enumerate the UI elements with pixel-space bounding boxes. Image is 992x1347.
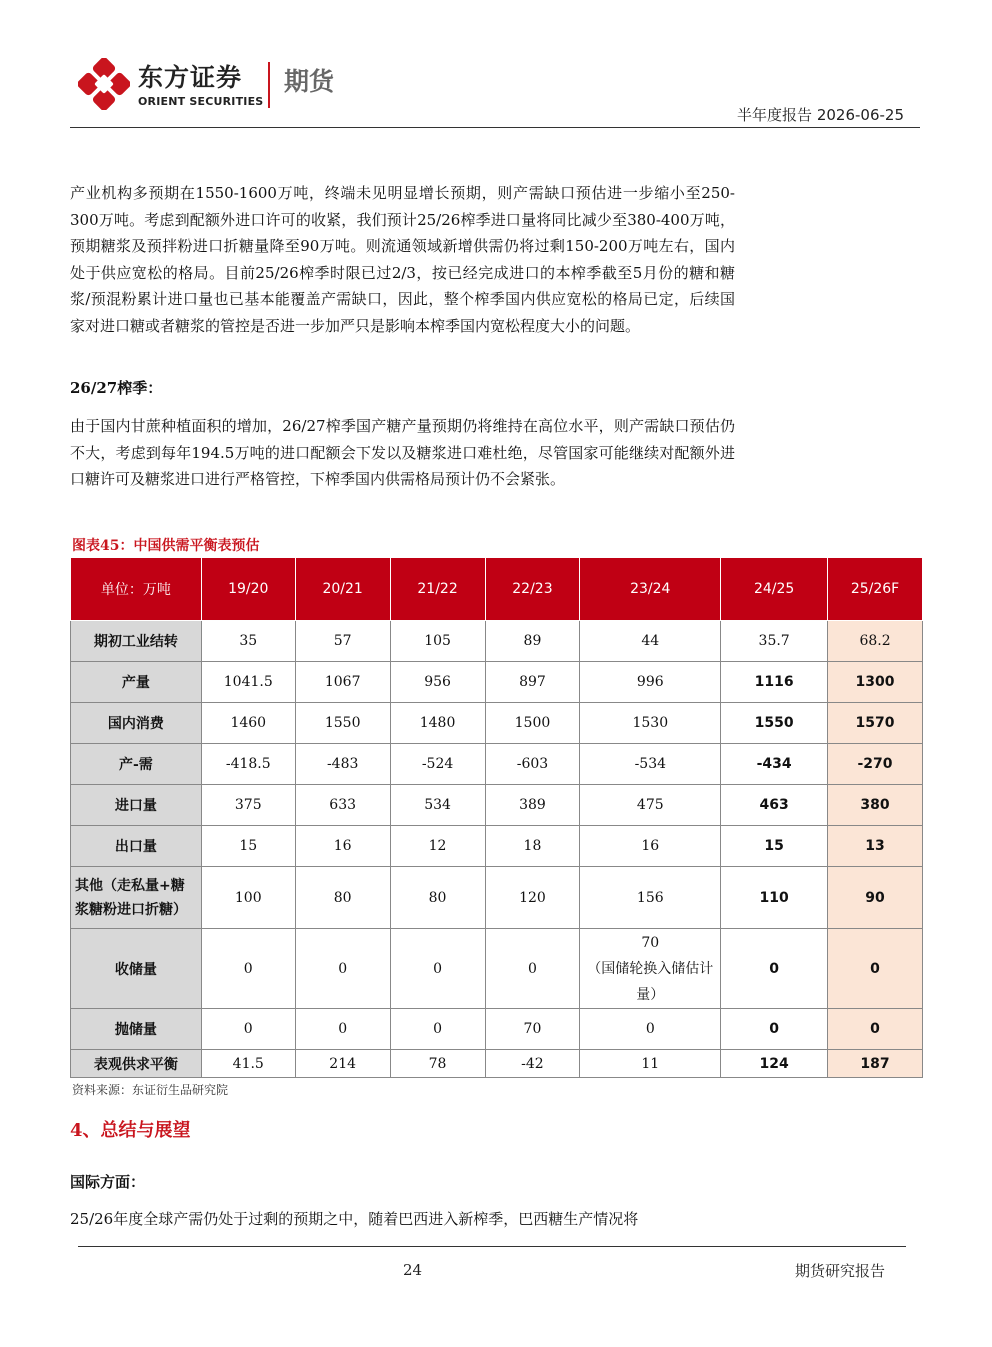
- table-cell: 0: [485, 929, 580, 1009]
- table-cell: 1041.5: [201, 662, 295, 703]
- supply-demand-table: [70, 557, 923, 1078]
- table-cell: 0: [828, 1009, 923, 1050]
- table-cell: 156: [580, 867, 721, 929]
- table-cell: 35: [201, 621, 295, 662]
- table-cell: 89: [485, 621, 580, 662]
- table-row-label: 产-需: [71, 744, 202, 785]
- table-header-cell: 25/26F: [828, 558, 923, 621]
- table-row: [71, 662, 923, 703]
- table-header-cell: 单位：万吨: [71, 558, 202, 621]
- table-cell: 1300: [828, 662, 923, 703]
- table-cell: 57: [295, 621, 390, 662]
- table-cell: 1550: [295, 703, 390, 744]
- table-cell: -524: [390, 744, 485, 785]
- paragraph-international: 25/26年度全球产需仍处于过剩的预期之中，随着巴西进入新榨季，巴西糖生产情况将: [70, 1210, 639, 1228]
- table-cell: 90: [828, 867, 923, 929]
- table-cell: -418.5: [201, 744, 295, 785]
- footer-label: 期货研究报告: [794, 1262, 885, 1280]
- page-number: 24: [403, 1261, 423, 1279]
- table-cell: 16: [580, 826, 721, 867]
- table-cell: 534: [390, 785, 485, 826]
- table-cell: 0: [295, 1009, 390, 1050]
- table-cell: 1480: [390, 703, 485, 744]
- table-cell: 0: [390, 1009, 485, 1050]
- table-cell: 80: [295, 867, 390, 929]
- table-row: [71, 1009, 923, 1050]
- table-row-label: 国内消费: [71, 703, 202, 744]
- table-cell: 463: [721, 785, 828, 826]
- table-header-cell: 22/23: [485, 558, 580, 621]
- table-row: [71, 744, 923, 785]
- table-cell: 44: [580, 621, 721, 662]
- table-cell: 1116: [721, 662, 828, 703]
- header-divider: [70, 127, 920, 128]
- figure-title: 图表45：中国供需平衡表预估: [72, 538, 260, 554]
- table-cell: 375: [201, 785, 295, 826]
- table-row-label: 表观供求平衡: [71, 1050, 202, 1078]
- table-cell: 0: [828, 929, 923, 1009]
- table-cell: 1067: [295, 662, 390, 703]
- report-meta: 半年度报告 2026-06-25: [737, 106, 904, 124]
- table-cell: -434: [721, 744, 828, 785]
- subheading-international: 国际方面：: [70, 1173, 146, 1191]
- table-header-cell: 24/25: [721, 558, 828, 621]
- table-cell: 0: [201, 1009, 295, 1050]
- brand-divider: [268, 62, 270, 108]
- table-cell: 120: [485, 867, 580, 929]
- table-cell: 18: [485, 826, 580, 867]
- table-row-label: 进口量: [71, 785, 202, 826]
- table-cell: 11: [580, 1050, 721, 1078]
- table-cell: 78: [390, 1050, 485, 1078]
- table-row-label: 抛储量: [71, 1009, 202, 1050]
- table-cell: 897: [485, 662, 580, 703]
- table-cell: 70 （国储轮换入储估计量）: [580, 929, 721, 1009]
- table-row: [71, 867, 923, 929]
- table-cell: 100: [201, 867, 295, 929]
- table-cell: 15: [201, 826, 295, 867]
- table-cell: 0: [580, 1009, 721, 1050]
- table-cell: 0: [201, 929, 295, 1009]
- table-cell: 0: [390, 929, 485, 1009]
- table-row: [71, 826, 923, 867]
- table-cell: 187: [828, 1050, 923, 1078]
- table-cell: 124: [721, 1050, 828, 1078]
- table-cell: 0: [295, 929, 390, 1009]
- table-cell: -534: [580, 744, 721, 785]
- subheading-2627: 26/27榨季：: [70, 379, 163, 397]
- table-cell: 80: [390, 867, 485, 929]
- table-cell: 996: [580, 662, 721, 703]
- table-cell: 12: [390, 826, 485, 867]
- table-row: [71, 1050, 923, 1078]
- table-cell: 1550: [721, 703, 828, 744]
- table-cell: 0: [721, 929, 828, 1009]
- table-cell: 389: [485, 785, 580, 826]
- table-row-label: 出口量: [71, 826, 202, 867]
- table-cell: 13: [828, 826, 923, 867]
- table-cell: 633: [295, 785, 390, 826]
- table-cell: -483: [295, 744, 390, 785]
- table-cell: 70: [485, 1009, 580, 1050]
- brand-name-cn: 东方证券: [138, 63, 243, 92]
- table-header-cell: 23/24: [580, 558, 721, 621]
- table-header-cell: 19/20: [201, 558, 295, 621]
- table-cell: 15: [721, 826, 828, 867]
- table-row: [71, 929, 923, 1009]
- table-cell: 41.5: [201, 1050, 295, 1078]
- table-row-label: 收储量: [71, 929, 202, 1009]
- table-row: [71, 703, 923, 744]
- division-label: 期货: [284, 67, 335, 96]
- table-cell: -603: [485, 744, 580, 785]
- table-header-cell: 20/21: [295, 558, 390, 621]
- table-row-label: 产量: [71, 662, 202, 703]
- table-row: [71, 785, 923, 826]
- paragraph-2627: 由于国内甘蔗种植面积的增加，26/27榨季国产糖产量预期仍将维持在高位水平，则产需缺口预估仍不大，考虑到每年194.5万吨的进口配额会下发以及糖浆进口难杜绝，尽管国家可能继续对配额外进口糖许可及糖浆进口进行严格管控，下榨季国内供需格局预计仍不会紧张。: [70, 417, 735, 488]
- table-cell: -42: [485, 1050, 580, 1078]
- section-title: 4、总结与展望: [70, 1120, 191, 1141]
- table-cell: 380: [828, 785, 923, 826]
- table-cell: 1500: [485, 703, 580, 744]
- table-cell: 1570: [828, 703, 923, 744]
- table-cell: 35.7: [721, 621, 828, 662]
- table-cell: 68.2: [828, 621, 923, 662]
- table-cell: 16: [295, 826, 390, 867]
- brand-name-en: ORIENT SECURITIES: [138, 95, 264, 108]
- table-cell: 214: [295, 1050, 390, 1078]
- table-row: [71, 621, 923, 662]
- figure-source: 资料来源：东证衍生品研究院: [72, 1083, 229, 1097]
- orient-logo-icon: [78, 58, 130, 110]
- table-cell: 956: [390, 662, 485, 703]
- table-header-row: [71, 558, 923, 621]
- table-cell: 1460: [201, 703, 295, 744]
- paragraph-supply-outlook: 产业机构多预期在1550-1600万吨，终端未见明显增长预期，则产需缺口预估进一步缩小至250-300万吨。考虑到配额外进口许可的收紧，我们预计25/26榨季进口量将同比减少至380-400万吨，预期糖浆及预拌粉进口折糖量降至90万吨。则流通领域新增供需仍将过剩150-200万吨左右，国内处于供应宽松的格局。目前25/26榨季时限已过2/3，按已经完成进口的本榨季截至5月份的糖和糖浆/预混粉累计进口量也已基本能覆盖产需缺口，因此，整个榨季国内供应宽松的格局已定，后续国家对进口糖或者糖浆的管控是否进一步加严只是影响本榨季国内宽松程度大小的问题。: [70, 184, 735, 335]
- footer-divider: [78, 1246, 906, 1247]
- table-cell: -270: [828, 744, 923, 785]
- table-cell: 105: [390, 621, 485, 662]
- table-row-label: 期初工业结转: [71, 621, 202, 662]
- table-header-cell: 21/22: [390, 558, 485, 621]
- table-cell: 1530: [580, 703, 721, 744]
- table-row-label: 其他（走私量+糖浆糖粉进口折糖）: [71, 867, 202, 929]
- table-cell: 0: [721, 1009, 828, 1050]
- table-cell: 110: [721, 867, 828, 929]
- table-cell: 475: [580, 785, 721, 826]
